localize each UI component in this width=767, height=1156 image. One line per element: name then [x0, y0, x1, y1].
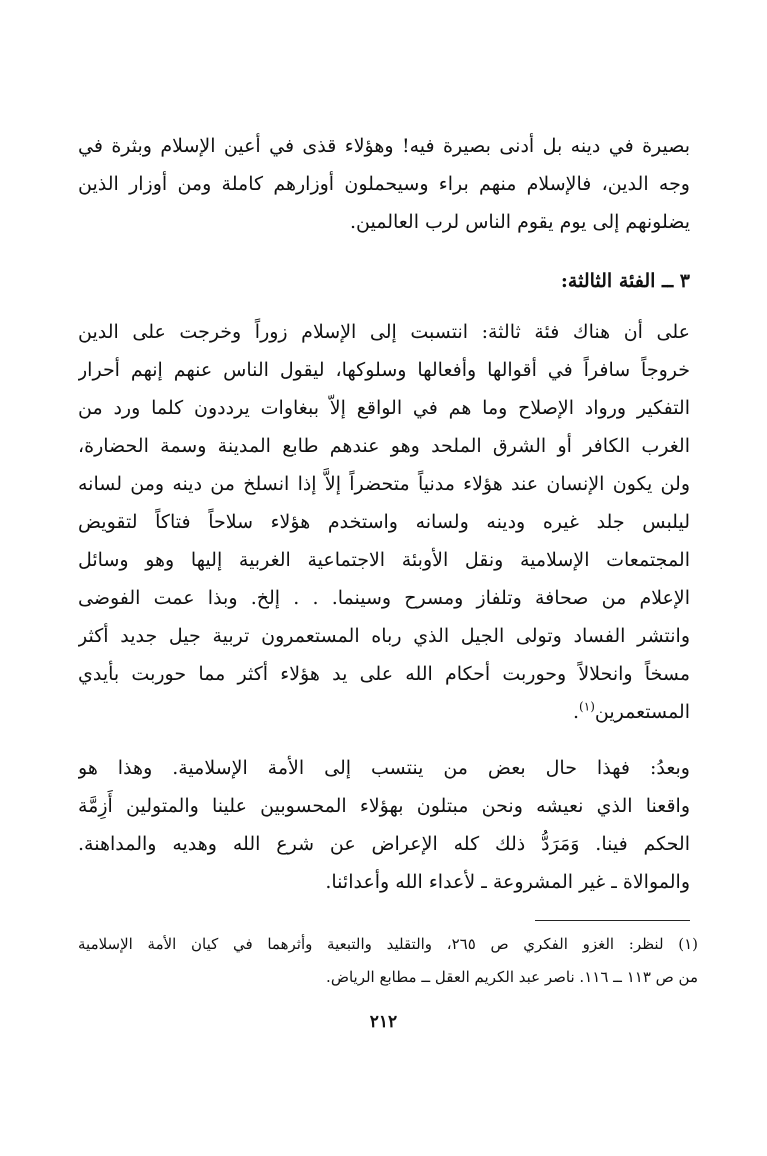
page-number: ٢١٢ — [369, 1012, 398, 1032]
paragraph-line: بصيرة في دينه بل أدنى بصيرة فيه! وهؤلاء قذى في أعين الإسلام وبثرة في — [78, 135, 690, 157]
paragraph-1 — [78, 127, 690, 241]
paragraph-line: يضلونهم إلى يوم يقوم الناس لرب العالمين. — [349, 211, 690, 233]
footnote — [78, 928, 698, 994]
paragraph-line: وجه الدين، فالإسلام منهم براء وسيحملون أوزارهم كاملة ومن أوزار الذين — [78, 173, 690, 195]
paragraph-line: الإعلام من صحافة وتلفاز ومسرح وسينما. . . إلخ. وبذا عمت الفوضى — [78, 587, 690, 609]
last-line-text: المستعمرين — [594, 701, 690, 723]
paragraph-line: الحكم فينا. وَمَرَدُّ ذلك كله الإعراض عن شرع الله وهديه والمداهنة. — [78, 833, 690, 855]
footnote-line: من ص ١١٣ ــ ١١٦. ناصر عبد الكريم العقل ــ مطابع الرياض. — [326, 968, 698, 986]
paragraph-line: ليلبس جلد غيره ودينه ولسانه واستخدم هؤلاء سلاحاً فتاكاً لتقويض — [78, 511, 690, 533]
last-line-end: . — [573, 701, 580, 723]
paragraph-3 — [78, 749, 690, 901]
paragraph-line: المجتمعات الإسلامية ونقل الأوبئة الاجتماعية الغربية إليها وهو وسائل — [78, 549, 690, 571]
paragraph-line: خروجاً سافراً في أقوالها وأفعالها وسلوكها، ليقول الناس عنهم إنهم أحرار — [78, 359, 690, 381]
section-heading: ٣ ــ الفئة الثالثة: — [560, 270, 690, 292]
paragraph-line: الغرب الكافر أو الشرق الملحد وهو عندهم طابع المدينة وسمة الحضارة، — [78, 435, 690, 457]
footnote-divider — [535, 920, 690, 921]
paragraph-line: والموالاة ـ غير المشروعة ـ لأعداء الله وأعدائنا. — [325, 871, 690, 893]
paragraph-line: وبعدُ: فهذا حال بعض من ينتسب إلى الأمة الإسلامية. وهذا هو — [78, 757, 690, 779]
paragraph-line: على أن هناك فئة ثالثة: انتسبت إلى الإسلام زوراً وخرجت على الدين — [78, 321, 690, 343]
paragraph-line: واقعنا الذي نعيشه ونحن مبتلون بهؤلاء المحسوبين علينا والمتولين أَزِمَّة — [78, 795, 690, 817]
paragraph-line: وانتشر الفساد وتولى الجيل الذي رباه المستعمرون تربية جيل جديد أكثر — [78, 625, 690, 647]
paragraph-2 — [78, 313, 690, 731]
paragraph-line: التفكير ورواد الإصلاح وما هم في الواقع إلاّ ببغاوات يرددون كلما ورد من — [78, 397, 690, 419]
footnote-line: (١) لنظر: الغزو الفكري ص ٢٦٥، والتقليد والتبعية وأثرهما في كيان الأمة الإسلامية — [78, 935, 698, 953]
footnote-marker: (١) — [579, 699, 595, 714]
paragraph-last-line — [78, 693, 690, 731]
paragraph-line: ولن يكون الإنسان عند هؤلاء مدنياً متحضراً إلاَّ إذا انسلخ من دينه ومن لسانه — [78, 473, 690, 495]
paragraph-line: مسخاً وانحلالاً وحوربت أحكام الله على يد هؤلاء أكثر مما حوربت بأيدي — [78, 663, 690, 685]
